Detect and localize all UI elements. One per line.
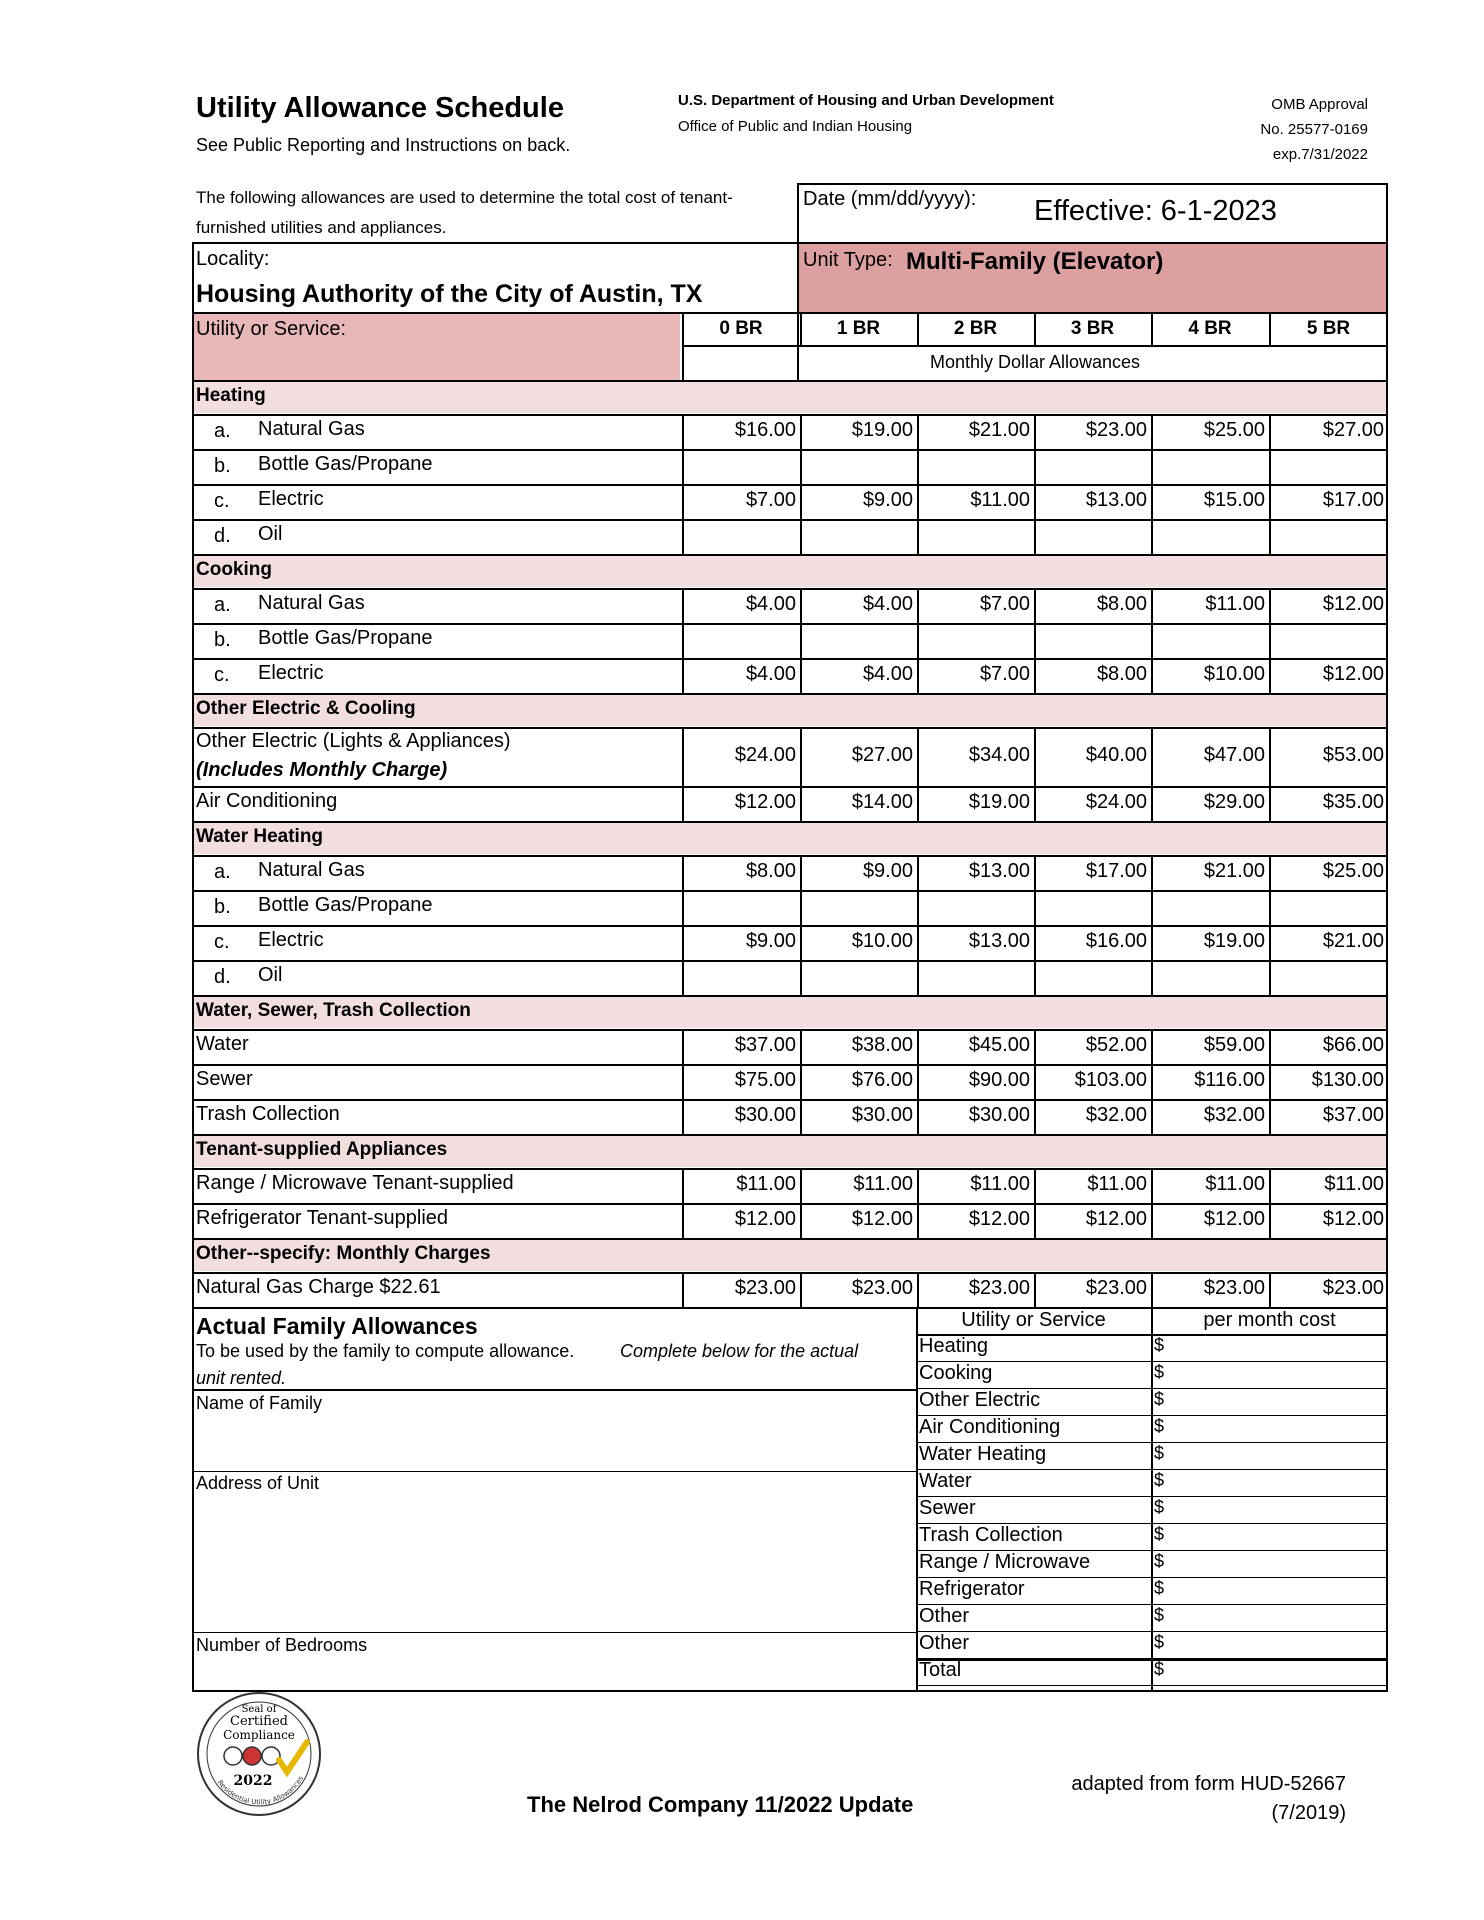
actual-item-label: Sewer xyxy=(919,1497,976,1519)
actual-item-label: Total xyxy=(919,1659,962,1681)
address-bottom-border xyxy=(192,1632,916,1633)
row-border xyxy=(192,449,1388,451)
section-cooking: Cooking xyxy=(196,559,272,580)
allowance-value: $12.00 xyxy=(968,1207,1030,1230)
actual-item-label: Cooking xyxy=(919,1362,993,1384)
cell-divider xyxy=(1034,519,1036,554)
row-label-heat_a: Natural Gas xyxy=(258,417,365,440)
unit-type-label: Unit Type: xyxy=(803,249,893,271)
row-label-other_elec: Other Electric (Lights & Appliances) xyxy=(196,730,511,752)
actual-item-cost: $ xyxy=(1154,1362,1165,1382)
allowance-value: $12.00 xyxy=(1203,1207,1265,1230)
allowance-value: $29.00 xyxy=(1203,790,1265,813)
allowance-value: $19.00 xyxy=(851,418,913,441)
actual-item-cost: $ xyxy=(1154,1497,1165,1517)
date-value: Effective: 6-1-2023 xyxy=(1034,195,1277,227)
allowance-value: $21.00 xyxy=(968,418,1030,441)
row-letter: c. xyxy=(214,489,230,512)
row-letter: c. xyxy=(214,663,230,686)
actual-item-label: Air Conditioning xyxy=(919,1416,1061,1438)
allowance-value: $12.00 xyxy=(1322,662,1384,685)
allowance-value: $4.00 xyxy=(862,662,913,685)
address-of-unit-label: Address of Unit xyxy=(196,1473,320,1493)
row-border xyxy=(192,484,1388,486)
name-of-family-label: Name of Family xyxy=(196,1393,323,1413)
allowance-value: $53.00 xyxy=(1322,743,1384,766)
footer-adapted-line-2: (7/2019) xyxy=(1271,1802,1346,1824)
section-border xyxy=(192,855,1388,857)
allowance-value: $24.00 xyxy=(1085,790,1147,813)
row-border xyxy=(192,1203,1388,1205)
allowance-value: $27.00 xyxy=(1322,418,1384,441)
actual-row-border xyxy=(916,1469,1388,1470)
header-top-border xyxy=(192,312,1388,314)
section-other_electric: Other Electric & Cooling xyxy=(196,698,416,719)
cell-divider xyxy=(917,449,919,484)
section-band xyxy=(194,556,1386,587)
actual-item-cost: $ xyxy=(1154,1443,1165,1463)
allowance-value: $8.00 xyxy=(1096,592,1147,615)
header-divider xyxy=(1151,312,1153,345)
actual-row-border xyxy=(916,1658,1388,1661)
actual-instructions-end: unit rented. xyxy=(196,1368,287,1388)
row-letter: a. xyxy=(214,860,231,883)
cell-divider xyxy=(1151,449,1153,484)
allowance-value: $13.00 xyxy=(968,859,1030,882)
allowance-value: $11.00 xyxy=(736,1172,796,1195)
allowance-value: $52.00 xyxy=(1085,1033,1147,1056)
allowance-value: $7.00 xyxy=(979,592,1030,615)
allowance-value: $103.00 xyxy=(1074,1068,1147,1091)
allowance-value: $23.00 xyxy=(1203,1276,1265,1299)
allowance-value: $38.00 xyxy=(851,1033,913,1056)
cell-divider xyxy=(917,519,919,554)
row-label-heat_c: Electric xyxy=(258,487,324,510)
cell-divider xyxy=(682,519,684,554)
cell-divider xyxy=(682,449,684,484)
actual-item-label: Other Electric xyxy=(919,1389,1041,1411)
row-sublabel-other_elec: (Includes Monthly Charge) xyxy=(196,759,448,781)
section-border xyxy=(192,414,1388,416)
allowance-value: $9.00 xyxy=(745,929,796,952)
allowance-value: $66.00 xyxy=(1322,1033,1384,1056)
row-letter: b. xyxy=(214,454,231,477)
allowance-value: $34.00 xyxy=(968,743,1030,766)
date-top-border xyxy=(797,183,1388,185)
allowance-value: $17.00 xyxy=(1085,859,1147,882)
actual-mid-divider xyxy=(1151,1307,1153,1690)
omb-line-3: exp.7/31/2022 xyxy=(1272,146,1368,163)
actual-row-border xyxy=(916,1631,1388,1632)
row-border xyxy=(192,658,1388,660)
section-border xyxy=(192,588,1388,590)
allowance-value: $14.00 xyxy=(851,790,913,813)
row-letter: a. xyxy=(214,419,231,442)
cell-divider xyxy=(682,623,684,658)
allowance-value: $8.00 xyxy=(745,859,796,882)
seal-line-2: Certified xyxy=(230,1714,288,1729)
cell-divider xyxy=(917,623,919,658)
actual-item-cost: $ xyxy=(1154,1551,1165,1571)
table-left-border xyxy=(192,242,194,1690)
cell-divider xyxy=(1034,890,1036,925)
footer-form-note xyxy=(1071,1770,1346,1828)
header-divider xyxy=(917,312,919,345)
allowance-value: $21.00 xyxy=(1203,859,1265,882)
seal-line-1: Seal of xyxy=(241,1704,277,1715)
actual-item-cost: $ xyxy=(1154,1524,1165,1544)
allowance-value: $11.00 xyxy=(853,1172,913,1195)
row-letter: b. xyxy=(214,895,231,918)
cell-divider xyxy=(1269,449,1271,484)
cell-divider xyxy=(682,960,684,995)
section-appliances: Tenant-supplied Appliances xyxy=(196,1139,448,1160)
allowance-value: $27.00 xyxy=(851,743,913,766)
table-right-border xyxy=(1386,183,1388,1690)
footer-adapted-line-1: adapted from form HUD-52667 xyxy=(1071,1773,1346,1795)
actual-item-label: Heating xyxy=(919,1335,988,1357)
monthly-allowances-label: Monthly Dollar Allowances xyxy=(929,352,1141,372)
row-border xyxy=(192,960,1388,962)
section-band xyxy=(194,382,1386,413)
row-border xyxy=(192,1064,1388,1066)
row-border xyxy=(192,519,1388,521)
cell-divider xyxy=(800,890,802,925)
allowance-value: $30.00 xyxy=(734,1103,796,1126)
cell-divider xyxy=(917,890,919,925)
section-border xyxy=(192,1168,1388,1170)
allowance-value: $4.00 xyxy=(745,662,796,685)
header-divider xyxy=(800,312,802,345)
row-label-ac: Air Conditioning xyxy=(196,789,338,812)
cell-divider xyxy=(1151,960,1153,995)
row-border xyxy=(192,1099,1388,1101)
actual-item-cost: $ xyxy=(1154,1578,1165,1598)
actual-item-cost: $ xyxy=(1154,1335,1165,1355)
allowance-value: $23.00 xyxy=(1085,418,1147,441)
allowance-value: $11.00 xyxy=(1324,1172,1384,1195)
section-band xyxy=(194,823,1386,854)
allowance-value: $11.00 xyxy=(1087,1172,1147,1195)
cell-divider xyxy=(1269,519,1271,554)
allowance-value: $12.00 xyxy=(1322,1207,1384,1230)
allowance-value: $4.00 xyxy=(745,592,796,615)
cell-divider xyxy=(1151,890,1153,925)
bedroom-header-2: 2 BR xyxy=(953,318,998,339)
actual-item-cost: $ xyxy=(1154,1659,1165,1679)
page-subtitle: See Public Reporting and Instructions on back. xyxy=(196,135,571,155)
allowance-value: $45.00 xyxy=(968,1033,1030,1056)
row-border xyxy=(192,890,1388,892)
header-divider xyxy=(682,312,684,345)
allowance-value: $24.00 xyxy=(734,743,796,766)
allowance-value: $25.00 xyxy=(1203,418,1265,441)
row-label-heat_d: Oil xyxy=(258,522,283,545)
omb-approval xyxy=(1260,92,1368,167)
row-label-water: Water xyxy=(196,1032,249,1055)
cell-divider xyxy=(1034,623,1036,658)
allowance-value: $11.00 xyxy=(1205,592,1265,615)
allowance-value: $16.00 xyxy=(1085,929,1147,952)
row-label-fridge: Refrigerator Tenant-supplied xyxy=(196,1206,449,1229)
row-label-wh_a: Natural Gas xyxy=(258,858,365,881)
actual-item-cost: $ xyxy=(1154,1416,1165,1436)
allowance-value: $19.00 xyxy=(968,790,1030,813)
actual-item-label: Refrigerator xyxy=(919,1578,1025,1600)
row-label-gas_charge: Natural Gas Charge $22.61 xyxy=(196,1275,441,1298)
actual-item-label: Other xyxy=(919,1605,970,1627)
row-border xyxy=(192,623,1388,625)
cell-divider xyxy=(800,519,802,554)
allowance-value: $90.00 xyxy=(968,1068,1030,1091)
allowance-value: $4.00 xyxy=(862,592,913,615)
section-border xyxy=(192,1029,1388,1031)
cell-divider xyxy=(1151,623,1153,658)
allowance-value: $23.00 xyxy=(1085,1276,1147,1299)
bedroom-header-4: 4 BR xyxy=(1188,318,1232,339)
allowance-value: $35.00 xyxy=(1322,790,1384,813)
allowance-value: $30.00 xyxy=(968,1103,1030,1126)
allowance-value: $23.00 xyxy=(1322,1276,1384,1299)
allowance-value: $11.00 xyxy=(1205,1172,1265,1195)
allowance-value: $21.00 xyxy=(1322,929,1384,952)
allowance-value: $12.00 xyxy=(734,1207,796,1230)
actual-item-label: Water xyxy=(919,1470,972,1492)
allowance-value: $116.00 xyxy=(1194,1068,1265,1091)
cell-divider xyxy=(1151,519,1153,554)
actual-col-utility: Utility or Service xyxy=(961,1309,1106,1331)
header-divider xyxy=(1034,312,1036,345)
row-label-heat_b: Bottle Gas/Propane xyxy=(258,452,433,475)
row-letter: d. xyxy=(214,524,231,547)
cell-divider xyxy=(1034,449,1036,484)
section-other: Other--specify: Monthly Charges xyxy=(196,1243,491,1264)
allowance-value: $17.00 xyxy=(1322,488,1384,511)
allowance-value: $32.00 xyxy=(1203,1103,1265,1126)
cell-divider xyxy=(1269,623,1271,658)
actual-instructions-italic: Complete below for the actual xyxy=(620,1341,859,1361)
bedroom-header-3: 3 BR xyxy=(1070,318,1115,339)
actual-item-label: Water Heating xyxy=(919,1443,1047,1465)
row-letter: d. xyxy=(214,965,231,988)
footer-company: The Nelrod Company 11/2022 Update xyxy=(527,1792,914,1817)
allowance-value: $23.00 xyxy=(851,1276,913,1299)
compliance-seal xyxy=(195,1690,323,1818)
allowance-value: $30.00 xyxy=(851,1103,913,1126)
actual-allowances-title: Actual Family Allowances xyxy=(196,1313,478,1339)
cell-divider xyxy=(800,960,802,995)
allowance-value: $13.00 xyxy=(968,929,1030,952)
name-bottom-border xyxy=(192,1471,916,1472)
instructions-bottom-border xyxy=(192,1389,916,1391)
actual-left-divider xyxy=(916,1307,918,1690)
bedroom-header-1: 1 BR xyxy=(836,318,881,339)
allowance-value: $32.00 xyxy=(1085,1103,1147,1126)
seal-year: 2022 xyxy=(233,1773,273,1789)
allowance-value: $10.00 xyxy=(1203,662,1265,685)
allowance-value: $10.00 xyxy=(851,929,913,952)
section-water_heating: Water Heating xyxy=(196,826,324,847)
row-label-range: Range / Microwave Tenant-supplied xyxy=(196,1171,514,1194)
actual-item-cost: $ xyxy=(1154,1470,1165,1490)
bedroom-header-5: 5 BR xyxy=(1306,318,1351,339)
allowance-value: $9.00 xyxy=(862,488,913,511)
bedroom-header-0: 0 BR xyxy=(719,318,763,339)
allowance-value: $9.00 xyxy=(862,859,913,882)
cell-divider xyxy=(800,623,802,658)
cell-divider xyxy=(1269,890,1271,925)
allowance-value: $40.00 xyxy=(1085,743,1147,766)
row-border xyxy=(192,786,1388,788)
allowance-value: $130.00 xyxy=(1311,1068,1384,1091)
allowance-value: $37.00 xyxy=(734,1033,796,1056)
cell-divider xyxy=(682,890,684,925)
header-divider xyxy=(1269,312,1271,345)
allowance-value: $7.00 xyxy=(745,488,796,511)
actual-item-label: Range / Microwave xyxy=(919,1551,1091,1573)
actual-row-border xyxy=(916,1604,1388,1605)
section-border xyxy=(192,1272,1388,1274)
actual-row-border xyxy=(916,1685,1388,1686)
date-left-border xyxy=(797,183,799,380)
row-border xyxy=(192,925,1388,927)
actual-item-cost: $ xyxy=(1154,1605,1165,1625)
row-letter: a. xyxy=(214,593,231,616)
allowance-value: $12.00 xyxy=(1085,1207,1147,1230)
cell-divider xyxy=(1034,960,1036,995)
locality-value: Housing Authority of the City of Austin, TX xyxy=(196,280,703,308)
allowance-value: $19.00 xyxy=(1203,929,1265,952)
allowance-value: $12.00 xyxy=(851,1207,913,1230)
allowance-value: $76.00 xyxy=(851,1068,913,1091)
row-label-cook_a: Natural Gas xyxy=(258,591,365,614)
date-label: Date (mm/dd/yyyy): xyxy=(803,188,977,210)
allowance-value: $23.00 xyxy=(734,1276,796,1299)
section-border xyxy=(192,727,1388,729)
allowance-value: $7.00 xyxy=(979,662,1030,685)
allowance-value: $16.00 xyxy=(734,418,796,441)
table-bottom-border xyxy=(192,1690,1388,1692)
allowance-value: $25.00 xyxy=(1322,859,1384,882)
allowance-value: $59.00 xyxy=(1203,1033,1265,1056)
locality-top-border xyxy=(192,242,1388,244)
allowance-value: $12.00 xyxy=(734,790,796,813)
header-bottom-border xyxy=(682,345,1388,347)
intro-text: The following allowances are used to determine the total cost of tenant-furnished utilities and appliances. xyxy=(196,188,733,237)
actual-item-cost: $ xyxy=(1154,1632,1165,1652)
actual-item-label: Trash Collection xyxy=(919,1524,1063,1546)
row-letter: c. xyxy=(214,930,230,953)
omb-line-1: OMB Approval xyxy=(1271,96,1368,113)
utility-label: Utility or Service: xyxy=(196,318,347,340)
cell-divider xyxy=(917,960,919,995)
department-name: U.S. Department of Housing and Urban Development xyxy=(678,92,1054,109)
row-label-sewer: Sewer xyxy=(196,1067,253,1090)
row-label-trash: Trash Collection xyxy=(196,1102,340,1125)
page-title: Utility Allowance Schedule xyxy=(196,92,564,124)
actual-instructions: To be used by the family to compute allowance. xyxy=(196,1341,575,1361)
allowance-value: $8.00 xyxy=(1096,662,1147,685)
section-water_sewer: Water, Sewer, Trash Collection xyxy=(196,1000,471,1021)
section-heating: Heating xyxy=(196,385,266,406)
office-name: Office of Public and Indian Housing xyxy=(678,118,913,135)
allowance-value: $37.00 xyxy=(1322,1103,1384,1126)
row-label-cook_c: Electric xyxy=(258,661,324,684)
row-letter: b. xyxy=(214,628,231,651)
row-label-wh_c: Electric xyxy=(258,928,324,951)
row-label-wh_b: Bottle Gas/Propane xyxy=(258,893,433,916)
row-label-wh_d: Oil xyxy=(258,963,283,986)
seal-line-3: Compliance xyxy=(223,1728,295,1742)
actual-item-label: Other xyxy=(919,1632,970,1654)
unit-type-value: Multi-Family (Elevator) xyxy=(906,248,1164,275)
actual-col-cost: per month cost xyxy=(1203,1309,1336,1331)
actual-item-cost: $ xyxy=(1154,1389,1165,1409)
allowance-value: $15.00 xyxy=(1203,488,1265,511)
allowance-value: $11.00 xyxy=(970,488,1030,511)
cell-divider xyxy=(800,449,802,484)
allowance-value: $12.00 xyxy=(1322,592,1384,615)
number-of-bedrooms-label: Number of Bedrooms xyxy=(196,1635,368,1655)
allowance-value: $11.00 xyxy=(970,1172,1030,1195)
allowance-value: $75.00 xyxy=(734,1068,796,1091)
row-label-cook_b: Bottle Gas/Propane xyxy=(258,626,433,649)
cell-divider xyxy=(1269,960,1271,995)
allowance-value: $47.00 xyxy=(1203,743,1265,766)
omb-line-2: No. 25577-0169 xyxy=(1260,121,1368,138)
allowance-value: $23.00 xyxy=(968,1276,1030,1299)
allowance-value: $13.00 xyxy=(1085,488,1147,511)
locality-label: Locality: xyxy=(196,248,270,270)
actual-row-border xyxy=(916,1496,1388,1497)
seal-ring-text: Residential Utility Allowances xyxy=(215,1774,306,1807)
